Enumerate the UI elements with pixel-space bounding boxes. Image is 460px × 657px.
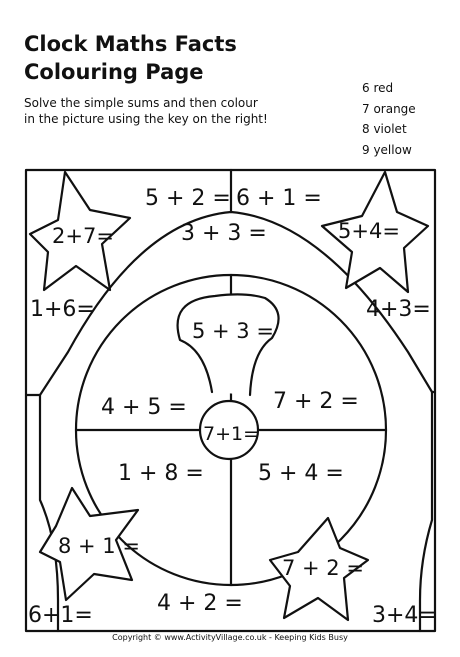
sum-clock-q1: 4 + 5 =: [101, 395, 187, 420]
instructions-line-2: in the picture using the key on the right!: [24, 112, 268, 126]
copyright-footer: Copyright © www.ActivityVillage.co.uk - Keeping Kids Busy: [112, 633, 348, 642]
key-item-6: 6 red: [362, 81, 394, 95]
sum-star-top-left: 2+7=: [52, 224, 114, 248]
sum-star-bottom-left: 8 + 1 =: [58, 534, 140, 558]
sum-clock-q3: 1 + 8 =: [118, 461, 204, 486]
sum-top-left: 5 + 2 =: [145, 186, 231, 211]
sum-side-right: 4+3=: [366, 297, 431, 322]
sum-clock-q2: 7 + 2 =: [273, 389, 359, 414]
sum-bottom-left: 6+1=: [28, 603, 93, 628]
sum-bottom-middle: 4 + 2 =: [157, 591, 243, 616]
instructions-line-1: Solve the simple sums and then colour: [24, 96, 258, 110]
sum-roof: 3 + 3 =: [181, 221, 267, 246]
sum-clock-q4: 5 + 4 =: [258, 461, 344, 486]
sum-top-right: 6 + 1 =: [236, 186, 322, 211]
key-item-8: 8 violet: [362, 122, 407, 136]
sum-star-top-right: 5+4=: [338, 219, 400, 243]
sum-bottom-right: 3+4=: [372, 603, 437, 628]
pendulum-shape: [178, 294, 279, 395]
sum-side-left: 1+6=: [30, 297, 95, 322]
right-pillar: [420, 392, 432, 631]
sum-centre: 7+1=: [203, 423, 260, 445]
sum-pendulum: 5 + 3 =: [192, 319, 274, 343]
sum-star-bottom-right: 7 + 2 =: [282, 556, 364, 580]
title-line-1: Clock Maths Facts: [24, 32, 237, 56]
key-item-9: 9 yellow: [362, 142, 412, 157]
key-item-7: 7 orange: [362, 101, 416, 116]
left-pillar: [40, 395, 58, 631]
title-line-2: Colouring Page: [24, 60, 204, 84]
